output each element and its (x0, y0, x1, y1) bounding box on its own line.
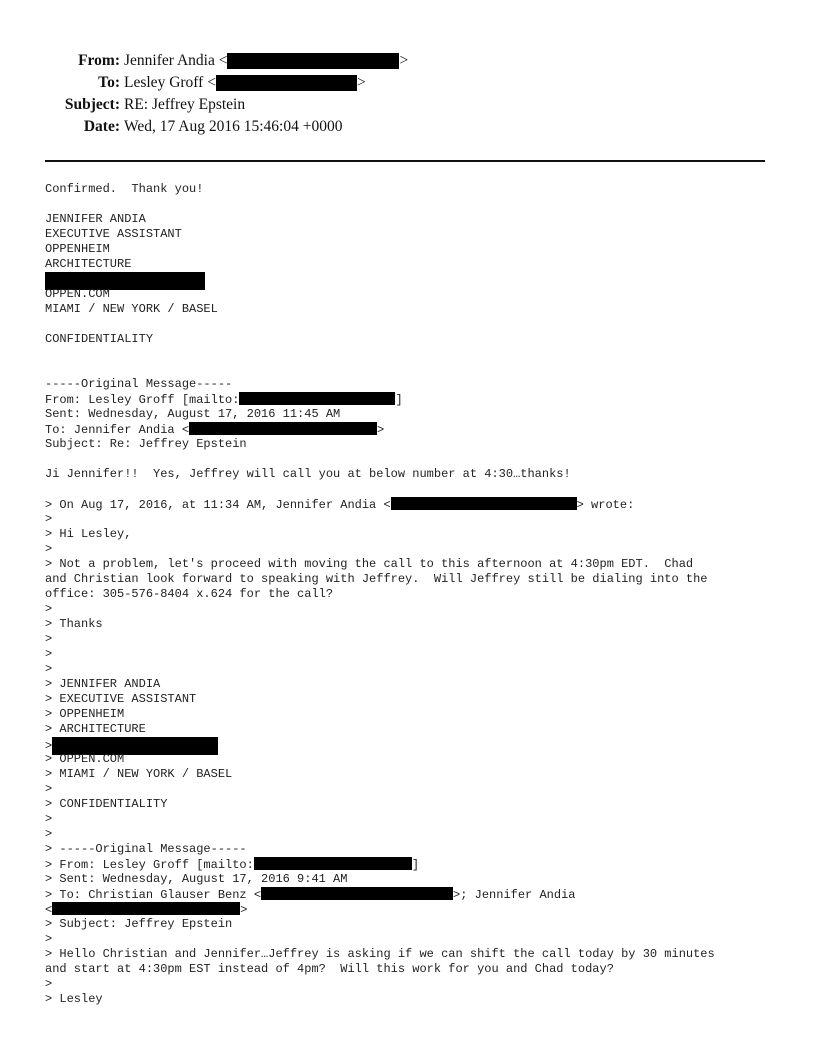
body-line-text: > From: Lesley Groff [mailto: (45, 858, 254, 872)
body-line: > JENNIFER ANDIA (45, 677, 161, 691)
body-line: > (45, 827, 53, 841)
subject-label: Subject: (64, 96, 120, 113)
redaction-block (189, 422, 377, 435)
body-line: OPPENHEIM (45, 242, 110, 256)
body-line (45, 197, 785, 212)
to-value (124, 74, 366, 92)
body-line: > ARCHITECTURE (45, 722, 146, 736)
body-line: > (45, 512, 53, 526)
body-line: ARCHITECTURE (45, 257, 132, 271)
body-line-tail: > wrote: (576, 498, 635, 512)
body-line-tail: > (240, 903, 248, 917)
body-line: > (45, 662, 53, 676)
body-line (45, 362, 785, 377)
body-line: Subject: Re: Jeffrey Epstein (45, 437, 247, 451)
body-line (45, 482, 785, 497)
from-name: Jennifer Andia < (124, 52, 228, 69)
body-line (45, 887, 785, 902)
body-line-text: > To: Christian Glauser Benz < (45, 888, 262, 902)
body-line: Ji Jennifer!! Yes, Jeffrey will call you at below number at 4:30…thanks! (45, 467, 571, 481)
body-line-text: From: Lesley Groff [mailto: (45, 393, 240, 407)
body-line-text: > (45, 739, 53, 753)
body-line (45, 902, 785, 917)
redaction-block (391, 497, 577, 510)
body-line: EXECUTIVE ASSISTANT (45, 227, 182, 241)
from-value (124, 52, 408, 70)
date-label: Date: (83, 118, 120, 135)
body-line (45, 737, 785, 752)
body-line: > (45, 542, 53, 556)
to-close: > (356, 74, 366, 91)
body-line: > (45, 782, 53, 796)
body-line: > Thanks (45, 617, 103, 631)
body-line: > (45, 647, 53, 661)
from-close: > (399, 52, 409, 69)
body-line (45, 422, 785, 437)
subject-value: RE: Jeffrey Epstein (124, 96, 246, 113)
redaction-block (52, 902, 240, 915)
body-line (45, 392, 785, 407)
redaction-block (239, 392, 395, 405)
body-line: Sent: Wednesday, August 17, 2016 11:45 AM (45, 407, 341, 421)
body-line (45, 857, 785, 872)
header-divider (45, 160, 765, 162)
body-line-tail: ] (395, 393, 403, 407)
body-line: > CONFIDENTIALITY (45, 797, 168, 811)
body-line: > OPPENHEIM (45, 707, 125, 721)
redaction-block (216, 75, 357, 91)
body-line: MIAMI / NEW YORK / BASEL (45, 302, 218, 316)
body-line: and Christian look forward to speaking with Jeffrey. Will Jeffrey still be dialing into the (45, 572, 708, 586)
body-line: > (45, 932, 53, 946)
body-line: > MIAMI / NEW YORK / BASEL (45, 767, 233, 781)
body-line: > Sent: Wednesday, August 17, 2016 9:41 AM (45, 872, 348, 886)
body-line: CONFIDENTIALITY (45, 332, 154, 346)
body-line (45, 317, 785, 332)
body-line: office: 305-576-8404 x.624 for the call? (45, 587, 334, 601)
email-header (0, 52, 816, 152)
body-line (45, 272, 785, 287)
body-line-tail: >; Jennifer Andia (453, 888, 576, 902)
body-line-tail: > (377, 423, 385, 437)
body-line: JENNIFER ANDIA (45, 212, 146, 226)
body-line: > EXECUTIVE ASSISTANT (45, 692, 197, 706)
body-line: Confirmed. Thank you! (45, 182, 204, 196)
redaction-block (227, 53, 399, 69)
body-line: > Subject: Jeffrey Epstein (45, 917, 233, 931)
body-line: > (45, 632, 53, 646)
body-line-text: > On Aug 17, 2016, at 11:34 AM, Jennifer Andia < (45, 498, 391, 512)
body-line: > Not a problem, let's proceed with moving the call to this afternoon at 4:30pm EDT. Chad (45, 557, 694, 571)
body-line (45, 347, 785, 362)
body-line: > (45, 977, 53, 991)
body-line: and start at 4:30pm EST instead of 4pm? Will this work for you and Chad today? (45, 962, 614, 976)
body-line: OPPEN.COM (45, 287, 110, 301)
to-label: To: (98, 74, 120, 91)
body-line: > (45, 602, 53, 616)
body-line: > (45, 812, 53, 826)
to-name: Lesley Groff < (124, 74, 216, 91)
body-line-text: To: Jennifer Andia < (45, 423, 190, 437)
body-line-tail: ] (411, 858, 420, 872)
body-line: -----Original Message----- (45, 377, 233, 391)
date-value: Wed, 17 Aug 2016 15:46:04 +0000 (124, 118, 343, 135)
body-line-text: < (45, 903, 53, 917)
body-line (45, 497, 785, 512)
redaction-block (254, 857, 412, 870)
body-line: > -----Original Message----- (45, 842, 247, 856)
body-line: > Hi Lesley, (45, 527, 132, 541)
from-label: From: (78, 52, 120, 69)
email-body (45, 182, 785, 1007)
body-line: > Lesley (45, 992, 103, 1006)
body-line (45, 452, 785, 467)
body-line: > OPPEN.COM (45, 752, 125, 766)
redaction-block (261, 887, 453, 900)
body-line: > Hello Christian and Jennifer…Jeffrey is asking if we can shift the call today by 30 minutes (45, 947, 715, 961)
